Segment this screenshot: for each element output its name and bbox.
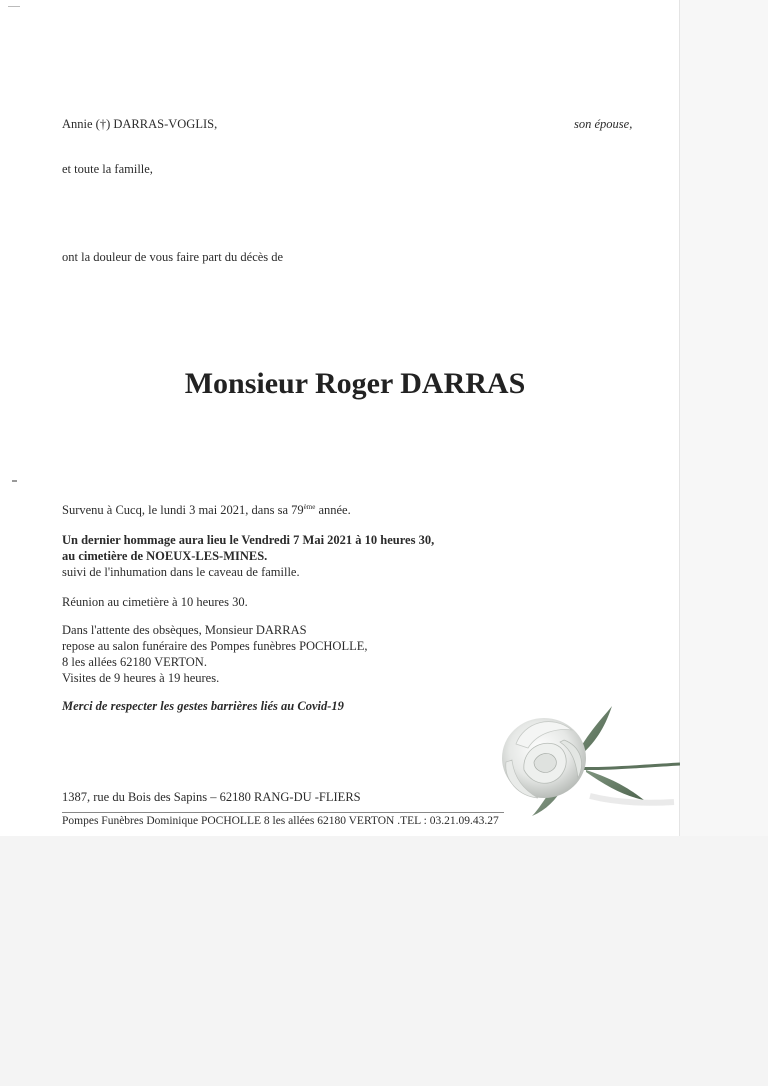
ceremony-line-2: au cimetière de NOEUX-LES-MINES. — [62, 549, 268, 563]
ceremony-line-3: suivi de l'inhumation dans le caveau de famille. — [62, 565, 300, 579]
address: 1387, rue du Bois des Sapins – 62180 RANG-DU -FLIERS — [62, 790, 361, 804]
ceremony-line-1: Un dernier hommage aura lieu le Vendredi 7 Mai 2021 à 10 heures 30, — [62, 533, 435, 547]
death-info-sup: ème — [303, 503, 316, 511]
footer-divider — [62, 812, 504, 813]
deceased-name: Monsieur Roger DARRAS — [184, 367, 526, 400]
rest-line-4: Visites de 9 heures à 19 heures. — [62, 671, 220, 685]
scan-speck — [8, 6, 20, 7]
scan-background — [0, 836, 768, 1086]
family-others: et toute la famille, — [62, 162, 153, 176]
meeting-info: Réunion au cimetière à 10 heures 30. — [62, 595, 248, 609]
rest-line-2: repose au salon funéraire des Pompes funèbres POCHOLLE, — [62, 639, 368, 653]
funeral-home-footer: Pompes Funèbres Dominique POCHOLLE 8 les allées 62180 VERTON .TEL : 03.21.09.43.27 — [62, 815, 499, 827]
white-rose-icon — [494, 700, 680, 820]
family-relation: son épouse, — [574, 117, 633, 131]
family-name: Annie (†) DARRAS-VOGLIS, — [62, 117, 218, 131]
death-info-suffix: année. — [315, 503, 351, 517]
death-info-prefix: Survenu à Cucq, le lundi 3 mai 2021, dans sa 79 — [62, 503, 304, 517]
announcement-text: ont la douleur de vous faire part du décès de — [62, 250, 284, 264]
rest-line-1: Dans l'attente des obsèques, Monsieur DARRAS — [62, 623, 307, 637]
covid-notice: Merci de respecter les gestes barrières liés au Covid-19 — [62, 699, 344, 713]
death-info — [62, 502, 351, 518]
rest-line-3: 8 les allées 62180 VERTON. — [62, 655, 207, 669]
scan-speck — [12, 480, 17, 482]
